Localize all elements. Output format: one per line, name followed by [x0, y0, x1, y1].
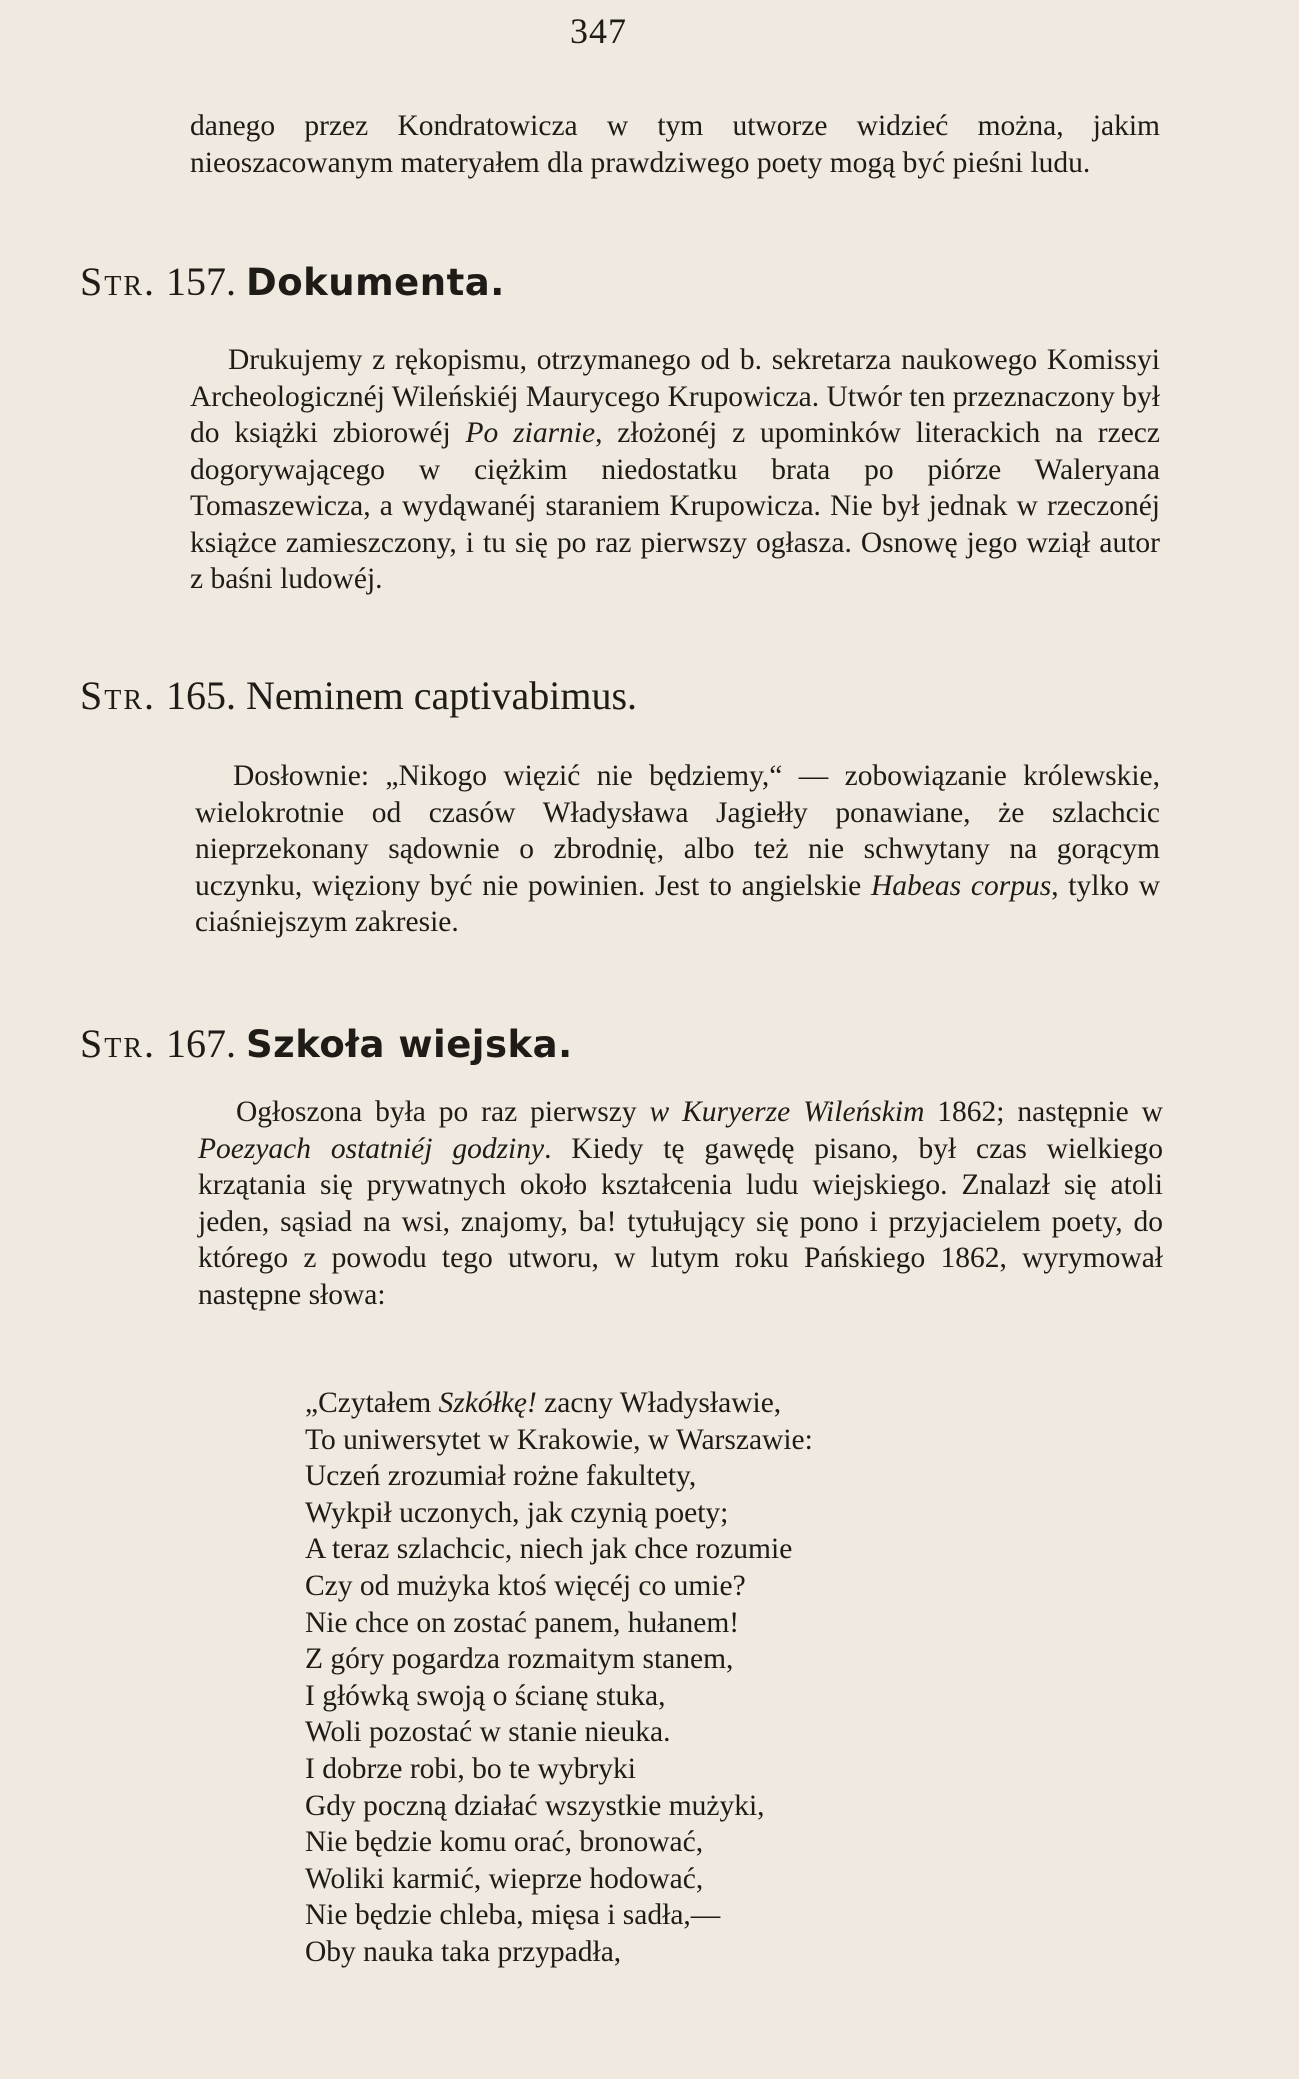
paragraph: [198, 1094, 1163, 1313]
section-paragraph-165: [195, 758, 1160, 941]
text-run: . Kiedy tę gawędę pisano, był czas wielkiego krzątania się prywatnych około kształcenia ludu wiejskiego. Znalazł się atoli jeden, sąsiad na wsi, znajomy, ba! tytułujący się pono i przyjacielem poety, do którego z powodu tego utworu, w lutym roku Pańskiego 1862, wyrymował następne słowa:: [198, 1132, 1163, 1311]
section-paragraph-167: [198, 1094, 1163, 1313]
poem-line: [305, 1385, 1165, 1422]
poem: [305, 1385, 1165, 1971]
poem-line: I dobrze robi, bo te wybryki: [305, 1752, 636, 1785]
poem-line: Oby nauka taka przypadła,: [305, 1935, 622, 1968]
intro-paragraph: [190, 108, 1160, 181]
poem-line: Uczeń zrozumiał rożne fakultety,: [305, 1460, 697, 1493]
paragraph: [195, 758, 1160, 941]
poem-line: Nie będzie komu orać, bronować,: [305, 1826, 704, 1859]
italic-title: Habeas corpus: [871, 869, 1052, 902]
poem-line: Woli pozostać w stanie nieuka.: [305, 1716, 671, 1749]
section-title: Dokumenta.: [246, 261, 505, 304]
poem-line: Nie chce on zostać panem, hułanem!: [305, 1606, 740, 1639]
section-title: Neminem captivabimus.: [246, 673, 638, 718]
page-number: 347: [570, 11, 627, 51]
poem-line: I główką swoją o ścianę stuka,: [305, 1679, 666, 1712]
section-heading-165: [80, 672, 1180, 720]
italic-title: Po ziarnie: [465, 417, 596, 449]
italic-title: Poezyach ostatniéj godziny: [198, 1132, 545, 1165]
poem-line: Nie będzie chleba, mięsa i sadła,—: [305, 1899, 721, 1932]
section-number: 167.: [166, 1021, 237, 1066]
paragraph: [190, 342, 1160, 598]
section-heading-167: [80, 1020, 1180, 1069]
text-run: Drukujemy z rękopismu, otrzymanego od b. sekretarza naukowego Komissyi Archeologicznéj Wileńskiéj Maurycego Krupowicza. Utwór ten przeznaczony był do książki zbiorowéj: [190, 344, 1160, 449]
poem-line: Woliki karmić, wieprze hodować,: [305, 1862, 704, 1895]
poem-line: Gdy poczną działać wszystkie mużyki,: [305, 1789, 765, 1822]
section-number: 165.: [166, 673, 237, 718]
poem-line: Czy od mużyka ktoś więcéj co umie?: [305, 1569, 746, 1602]
poem-line: A teraz szlachcic, niech jak chce rozumie: [305, 1533, 793, 1566]
italic-title: Szkółkę!: [438, 1387, 537, 1419]
section-title: Szkoła wiejska.: [246, 1023, 573, 1066]
poem-line: Z góry pogardza rozmaitym stanem,: [305, 1643, 734, 1676]
italic-title: w Kuryerze Wileńskim: [649, 1096, 925, 1128]
text-run: Dosłownie: „Nikogo więzić nie będziemy,“ — zobowiązanie królewskie, wielokrotnie od czasów Władysława Jagiełły ponawiane, że szlachcic nieprzekonany sądownie o zbrodnię, albo też nie schwytany na gorącym uczynku, więziony być nie powinien. Jest to angielskie: [195, 760, 1160, 902]
section-label: Str.: [80, 259, 157, 304]
text-run: zacny Władysławie,: [536, 1387, 782, 1419]
intro-text: danego przez Kondratowicza w tym utworze widzieć można, jakim nieoszacowanym materyałem dla prawdziwego poety mogą być pieśni ludu.: [190, 110, 1160, 179]
text-run: „Czytałem: [305, 1387, 439, 1419]
poem-line: Wykpił uczonych, jak czynią poety;: [305, 1496, 729, 1529]
section-paragraph-157: [190, 342, 1160, 598]
section-number: 157.: [166, 259, 237, 304]
text-run: Ogłoszona była po raz pierwszy: [236, 1096, 650, 1128]
section-label: Str.: [80, 673, 157, 718]
poem-line: To uniwersytet w Krakowie, w Warszawie:: [305, 1423, 813, 1456]
text-run: , tylko w ciaśniejszym zakresie.: [195, 869, 1160, 938]
section-heading-157: [80, 258, 1180, 307]
text-run: , złożonéj z upominków literackich na rzecz dogorywającego w ciężkim niedostatku brata po piórze Waleryana Tomaszewicza, a wydąwanéj staraniem Krupowicza. Nie był jednak w rzeczonéj książce zamieszczony, i tu się po raz pierwszy ogłasza. Osnowę jego wziął autor z baśni ludowéj.: [190, 417, 1160, 595]
text-run: 1862; następnie w: [924, 1096, 1163, 1128]
section-label: Str.: [80, 1021, 157, 1066]
